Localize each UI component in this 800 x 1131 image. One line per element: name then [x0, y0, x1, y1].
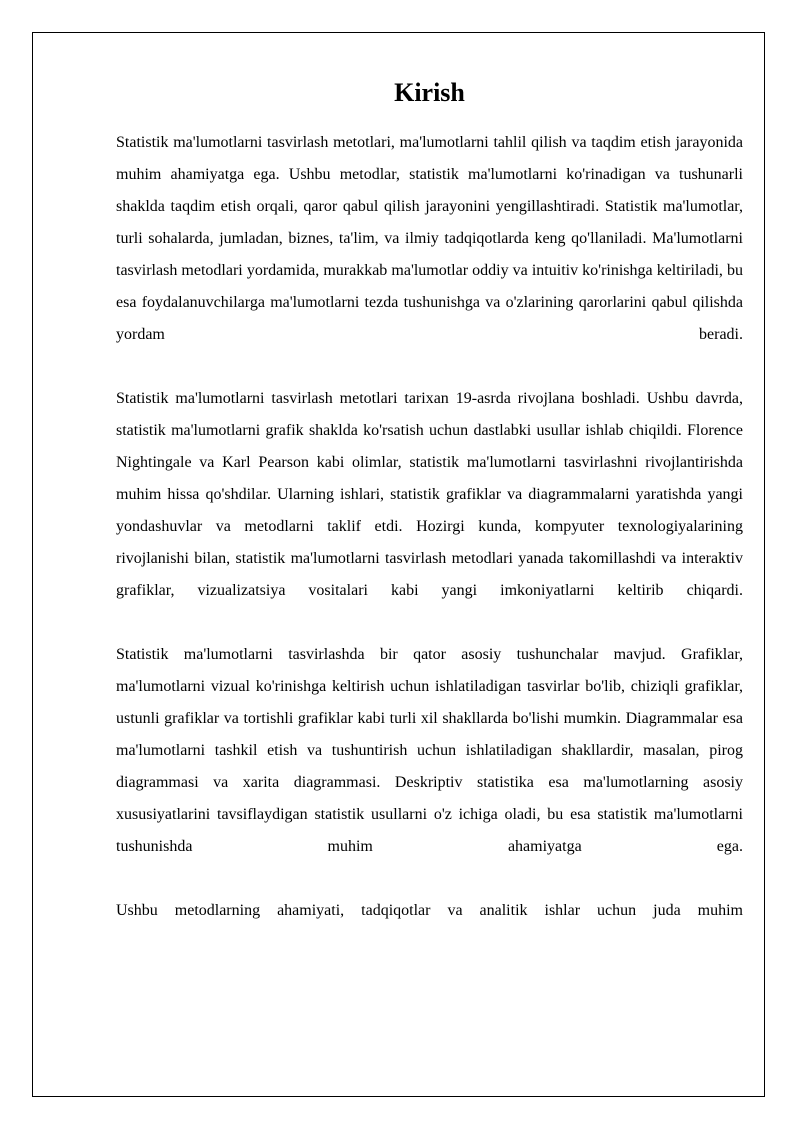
document-page	[32, 32, 765, 1097]
page-title: Kirish	[394, 78, 465, 107]
paragraph-4: Ushbu metodlarning ahamiyati, tadqiqotlar va analitik ishlar uchun juda muhim	[116, 902, 743, 919]
page-content	[116, 77, 743, 959]
paragraph-3: Statistik ma'lumotlarni tasvirlashda bir qator asosiy tushunchalar mavjud. Grafiklar, ma'lumotlarni vizual ko'rinishga keltirish uchun ishlatiladigan tasvirlar bo'lib, chiziqli grafiklar, ustunli grafiklar va tortishli grafiklar kabi turli xil shakllarda bo'lishi mumkin. Diagrammalar esa ma'lumotlarni tashkil etish va tushuntirish uchun ishlatiladigan shakllardir, masalan, pirog diagrammasi va xarita diagrammasi. Deskriptiv statistika esa ma'lumotlarning asosiy xususiyatlarini tavsiflaydigan statistik usullarni o'z ichiga oladi, bu esa statistik ma'lumotlarni tushunishda muhim ahamiyatga ega.	[116, 646, 743, 855]
paragraph-1: Statistik ma'lumotlarni tasvirlash metotlari, ma'lumotlarni tahlil qilish va taqdim etish jarayonida muhim ahamiyatga ega. Ushbu metodlar, statistik ma'lumotlarni ko'rinadigan va tushunarli shaklda taqdim etish orqali, qaror qabul qilish jarayonini yengillashtiradi. Statistik ma'lumotlar, turli sohalarda, jumladan, biznes, ta'lim, va ilmiy tadqiqotlarda keng qo'llaniladi. Ma'lumotlarni tasvirlash metodlari yordamida, murakkab ma'lumotlar oddiy va intuitiv ko'rinishga keltiriladi, bu esa foydalanuvchilarga ma'lumotlarni tezda tushunishga va o'zlarining qarorlarini qabul qilishda yordam beradi.	[116, 134, 743, 343]
paragraph-2: Statistik ma'lumotlarni tasvirlash metotlari tarixan 19-asrda rivojlana boshladi. Ushbu davrda, statistik ma'lumotlarni grafik shaklda ko'rsatish uchun dastlabki usullar ishlab chiqildi. Florence Nightingale va Karl Pearson kabi olimlar, statistik ma'lumotlarni tasvirlashni rivojlantirishda muhim hissa qo'shdilar. Ularning ishlari, statistik grafiklar va diagrammalarni yaratishda yangi yondashuvlar va metodlarni taklif etdi. Hozirgi kunda, kompyuter texnologiyalarining rivojlanishi bilan, statistik ma'lumotlarni tasvirlash metodlari yanada takomillashdi va interaktiv grafiklar, vizualizatsiya vositalari kabi yangi imkoniyatlarni keltirib chiqardi.	[116, 390, 743, 599]
